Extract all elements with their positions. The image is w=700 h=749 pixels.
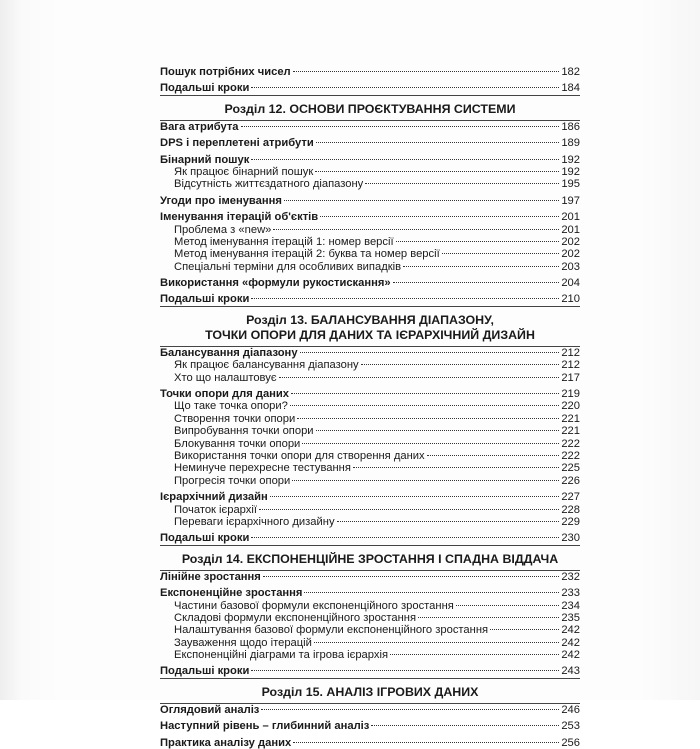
- toc-entry-title: Подальші кроки: [160, 665, 250, 678]
- toc-section-entry: [160, 491, 580, 503]
- toc-entry-title: Що таке точка опори?: [174, 400, 288, 413]
- toc-page-number: 182: [561, 66, 580, 78]
- toc-subsection-entry: [160, 400, 580, 412]
- toc-section-entry: [160, 388, 580, 400]
- toc-entry-title: Балансування діапазону: [160, 346, 298, 359]
- dot-leader: [316, 430, 560, 431]
- toc-subsection-entry: [160, 438, 580, 450]
- dot-leader: [259, 509, 559, 510]
- toc-section-entry: [160, 665, 580, 677]
- toc-entry-title: Метод іменування ітерацій 2: буква та номер версії: [174, 248, 440, 261]
- chapter-heading-line: Розділ 12. ОСНОВИ ПРОЄКТУВАННЯ СИСТЕМИ: [224, 101, 516, 116]
- toc-page-number: 232: [561, 570, 580, 583]
- toc-entry-title: Подальші кроки: [160, 293, 250, 306]
- toc-page-number: 201: [561, 211, 580, 224]
- toc-page-number: 197: [561, 194, 580, 207]
- toc-entry-title: Як працює бінарний пошук: [174, 165, 314, 178]
- toc-section-entry: [160, 82, 580, 94]
- toc-page-number: 217: [561, 371, 580, 384]
- toc-page-number: 203: [561, 260, 580, 273]
- toc-page-number: 234: [561, 599, 580, 612]
- toc-page-number: 192: [561, 165, 580, 178]
- toc-page-number: 189: [561, 137, 580, 150]
- dot-leader: [251, 87, 559, 88]
- dot-leader: [393, 282, 560, 283]
- chapter-heading: [160, 685, 580, 700]
- toc-section-entry: [160, 154, 580, 166]
- toc-entry-title: Наступний рівень – глибинний аналіз: [160, 720, 370, 733]
- toc-entry-title: Налаштування базової формули експоненційного зростання: [174, 624, 489, 637]
- dot-leader: [316, 142, 560, 143]
- dot-leader: [304, 592, 559, 593]
- dot-leader: [300, 352, 560, 353]
- toc-page-number: 230: [561, 532, 580, 545]
- toc-page-number: 192: [561, 153, 580, 166]
- toc-subsection-entry: [160, 649, 580, 661]
- toc-entry-title: Створення точки опори: [174, 412, 296, 425]
- chapter-heading: [160, 313, 580, 343]
- dot-leader: [456, 605, 560, 606]
- toc-entry-title: Точки опори для даних: [160, 388, 290, 401]
- chapter-heading: [160, 552, 580, 567]
- toc-section-entry: [160, 532, 580, 544]
- dot-leader: [361, 364, 560, 365]
- toc-page-number: 186: [561, 120, 580, 133]
- toc-page-number: 220: [561, 400, 580, 413]
- toc-page-number: 233: [561, 587, 580, 600]
- toc-entry-title: Зауваження щодо ітерацій: [174, 636, 312, 649]
- dot-leader: [251, 159, 559, 160]
- toc-entry-title: Пошук потрібних чисел: [160, 66, 291, 78]
- toc-entry-title: Іменування ітерацій об'єктів: [160, 211, 319, 224]
- toc-entry-title: Як працює балансування діапазону: [174, 359, 359, 372]
- toc-subsection-entry: [160, 248, 580, 260]
- toc-subsection-entry: [160, 359, 580, 371]
- dot-leader: [320, 216, 559, 217]
- toc-page-number: 204: [561, 277, 580, 290]
- dot-leader: [353, 467, 559, 468]
- toc-page-number: 242: [561, 649, 580, 662]
- dot-leader: [315, 171, 559, 172]
- toc-subsection-entry: [160, 612, 580, 624]
- toc-entry-title: Прогресія точки опори: [174, 474, 291, 487]
- toc-subsection-entry: [160, 166, 580, 178]
- dot-leader: [293, 71, 560, 72]
- dot-leader: [279, 377, 560, 378]
- toc-subsection-entry: [160, 450, 580, 462]
- toc-subsection-entry: [160, 475, 580, 487]
- dot-leader: [337, 521, 560, 522]
- toc-entry-title: Використання точки опори для створення даних: [174, 449, 425, 462]
- toc-entry-title: Вага атрибута: [160, 120, 239, 133]
- toc-page-number: 202: [561, 248, 580, 261]
- toc-section-entry: [160, 587, 580, 599]
- toc-entry-title: Частини базової формули експоненційного зростання: [174, 599, 454, 612]
- table-of-contents: [160, 66, 580, 749]
- toc-subsection-entry: [160, 516, 580, 528]
- toc-subsection-entry: [160, 600, 580, 612]
- toc-page-number: 228: [561, 503, 580, 516]
- chapter-heading-line: Розділ 15. АНАЛІЗ ІГРОВИХ ДАНИХ: [261, 684, 479, 699]
- toc-subsection-entry: [160, 224, 580, 236]
- toc-subsection-entry: [160, 413, 580, 425]
- dot-leader: [297, 418, 559, 419]
- dot-leader: [302, 443, 559, 444]
- toc-page-number: 210: [561, 293, 580, 306]
- toc-entry-title: Практика аналізу даних: [160, 736, 292, 749]
- toc-page-number: 201: [561, 223, 580, 236]
- dot-leader: [396, 241, 560, 242]
- toc-subsection-entry: [160, 178, 580, 190]
- toc-page-number: 225: [561, 462, 580, 475]
- toc-page-number: 227: [561, 491, 580, 504]
- toc-entry-title: Початок ієрархії: [174, 503, 257, 516]
- dot-leader: [390, 654, 559, 655]
- toc-section-entry: [160, 277, 580, 289]
- toc-subsection-entry: [160, 462, 580, 474]
- toc-entry-title: Експоненційне зростання: [160, 587, 303, 600]
- toc-entry-title: Метод іменування ітерацій 1: номер версії: [174, 235, 394, 248]
- toc-page-number: 235: [561, 611, 580, 624]
- toc-entry-title: Неминуче перехресне тестування: [174, 462, 351, 475]
- toc-entry-title: Бінарний пошук: [160, 153, 250, 166]
- toc-entry-title: Відсутність життєздатного діапазону: [174, 178, 364, 191]
- toc-subsection-entry: [160, 261, 580, 273]
- dot-leader: [291, 393, 559, 394]
- toc-page-number: 242: [561, 624, 580, 637]
- toc-page-number: 195: [561, 178, 580, 191]
- dot-leader: [273, 229, 559, 230]
- toc-section-entry: [160, 66, 580, 78]
- dot-leader: [251, 537, 559, 538]
- dot-leader: [418, 617, 559, 618]
- toc-entry-title: Блокування точки опори: [174, 437, 301, 450]
- chapter-heading: [160, 102, 580, 117]
- toc-page-number: 212: [561, 359, 580, 372]
- toc-section-entry: [160, 195, 580, 207]
- chapter-separator: [160, 95, 580, 96]
- toc-page-number: 212: [561, 346, 580, 359]
- dot-leader: [261, 709, 559, 710]
- toc-entry-title: Проблема з «new»: [174, 223, 272, 236]
- dot-leader: [251, 670, 559, 671]
- toc-section-entry: [160, 720, 580, 732]
- toc-page-number: 229: [561, 515, 580, 528]
- toc-page-number: 242: [561, 636, 580, 649]
- toc-entry-title: DPS і переплетені атрибути: [160, 137, 314, 150]
- chapter-separator: [160, 306, 580, 307]
- dot-leader: [270, 496, 560, 497]
- toc-page-number: 221: [561, 412, 580, 425]
- toc-section-entry: [160, 704, 580, 716]
- toc-entry-title: Подальші кроки: [160, 532, 250, 545]
- toc-page-number: 222: [561, 437, 580, 450]
- toc-section-entry: [160, 347, 580, 359]
- toc-subsection-entry: [160, 624, 580, 636]
- toc-section-entry: [160, 137, 580, 149]
- dot-leader: [292, 480, 559, 481]
- toc-entry-title: Переваги ієрархічного дизайну: [174, 515, 335, 528]
- toc-subsection-entry: [160, 372, 580, 384]
- toc-page-number: 226: [561, 474, 580, 487]
- toc-page-number: 202: [561, 235, 580, 248]
- toc-entry-title: Лінійне зростання: [160, 570, 261, 583]
- toc-entry-title: Оглядовий аналіз: [160, 703, 260, 716]
- dot-leader: [314, 642, 559, 643]
- toc-entry-title: Угоди про іменування: [160, 194, 282, 207]
- toc-subsection-entry: [160, 425, 580, 437]
- toc-entry-title: Експоненційні діаграми та ігрова ієрархія: [174, 649, 389, 662]
- toc-page-number: 243: [561, 665, 580, 678]
- chapter-heading-line: Розділ 14. ЕКСПОНЕНЦІЙНЕ ЗРОСТАННЯ І СПАДНА ВІДДАЧА: [181, 551, 559, 566]
- toc-page-number: 219: [561, 388, 580, 401]
- toc-page-number: 256: [561, 736, 580, 749]
- dot-leader: [490, 629, 559, 630]
- dot-leader: [284, 200, 559, 201]
- toc-entry-title: Складові формули експоненційного зростання: [174, 611, 417, 624]
- toc-page-number: 253: [561, 720, 580, 733]
- dot-leader: [293, 742, 559, 743]
- toc-page-number: 184: [561, 82, 580, 95]
- toc-page-number: 246: [561, 703, 580, 716]
- dot-leader: [403, 266, 559, 267]
- dot-leader: [251, 298, 559, 299]
- dot-leader: [365, 183, 559, 184]
- toc-section-entry: [160, 737, 580, 749]
- toc-page-number: 222: [561, 449, 580, 462]
- toc-page-number: 221: [561, 425, 580, 438]
- toc-entry-title: Хто що налаштовує: [174, 371, 277, 384]
- chapter-heading-line: ТОЧКИ ОПОРИ ДЛЯ ДАНИХ ТА ІЄРАРХІЧНИЙ ДИЗАЙН: [205, 327, 535, 342]
- toc-section-entry: [160, 293, 580, 305]
- dot-leader: [290, 405, 559, 406]
- dot-leader: [442, 253, 560, 254]
- toc-subsection-entry: [160, 637, 580, 649]
- toc-section-entry: [160, 571, 580, 583]
- dot-leader: [241, 126, 560, 127]
- toc-section-entry: [160, 121, 580, 133]
- toc-entry-title: Використання «формули рукостискання»: [160, 277, 391, 290]
- chapter-separator: [160, 545, 580, 546]
- toc-subsection-entry: [160, 504, 580, 516]
- toc-entry-title: Ієрархічний дизайн: [160, 491, 268, 504]
- chapter-separator: [160, 678, 580, 679]
- dot-leader: [427, 455, 560, 456]
- toc-entry-title: Спеціальні терміни для особливих випадків: [174, 260, 402, 273]
- dot-leader: [263, 576, 559, 577]
- dot-leader: [371, 725, 559, 726]
- toc-subsection-entry: [160, 236, 580, 248]
- toc-section-entry: [160, 211, 580, 223]
- toc-entry-title: Випробування точки опори: [174, 425, 314, 438]
- chapter-heading-line: Розділ 13. БАЛАНСУВАННЯ ДІАПАЗОНУ,: [246, 312, 494, 327]
- toc-entry-title: Подальші кроки: [160, 82, 250, 95]
